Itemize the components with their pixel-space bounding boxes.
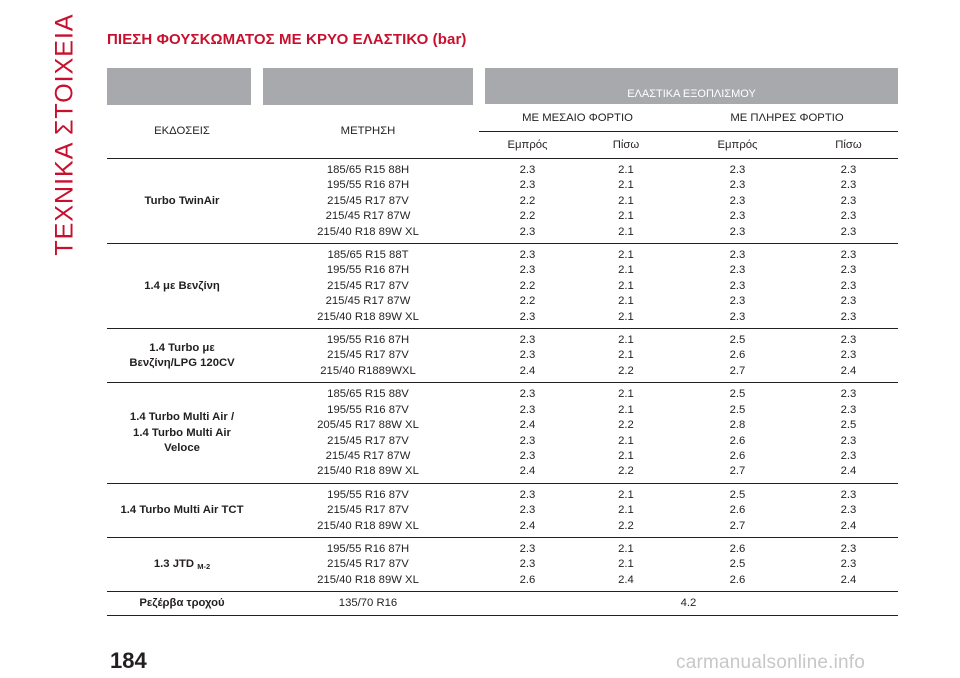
tyre-sizes: 195/55 R16 87H 215/45 R17 87V 215/40 R18 89W XL [317, 542, 419, 586]
version-label: 1.4 Turbo Multi Air TCT [120, 504, 244, 517]
header-band-versions [107, 68, 257, 105]
page-number: 184 [110, 648, 147, 673]
watermark-text: carmanualsonline.info [676, 652, 866, 673]
table-row-spare [107, 592, 898, 616]
tyre-pressure-table [107, 68, 898, 616]
medium-rear-pressure: 2.1 2.1 2.2 [618, 488, 634, 532]
header-medium-rear: Πίσω [576, 132, 676, 159]
medium-rear-pressure: 2.1 2.1 2.4 [618, 542, 634, 586]
header-medium-load: ΜΕ ΜΕΣΑΙΟ ΦΟΡΤΙΟ [522, 112, 633, 124]
table-row [107, 383, 898, 483]
tyre-sizes: 195/55 R16 87H 215/45 R17 87V 215/40 R1889WXL [320, 334, 416, 377]
full-front-pressure: 2.5 2.6 2.7 [729, 334, 746, 377]
medium-rear-pressure: 2.1 2.1 2.1 2.1 2.1 [618, 249, 634, 323]
tyre-pressure-table-wrapper [107, 68, 898, 616]
table-row [107, 537, 898, 591]
tyre-sizes: 185/65 R15 88H 195/55 R16 87H 215/45 R17 87V 215/45 R17 87W 215/40 R18 89W XL [317, 164, 419, 238]
full-front-pressure: 2.5 2.5 2.8 2.6 2.6 2.7 [729, 388, 746, 478]
table-row [107, 244, 898, 329]
spare-wheel-tyre: 135/70 R16 [338, 597, 398, 610]
spare-wheel-pressure: 4.2 [680, 597, 697, 610]
header-band-measurement [257, 68, 479, 105]
header-versions: ΕΚΔΟΣΕΙΣ [107, 105, 257, 159]
version-label: 1.3 JTD [153, 558, 195, 571]
page-title: ΠΙΕΣΗ ΦΟΥΣΚΩΜΑΤΟΣ ΜΕ ΚΡΥΟ ΕΛΑΣΤΙΚΟ (bar) [107, 31, 467, 48]
version-label: 1.4 Turbo Multi Air / 1.4 Turbo Multi Air Veloce [129, 411, 235, 455]
tyre-sizes: 195/55 R16 87V 215/45 R17 87V 215/40 R18 89W XL [317, 488, 419, 532]
medium-rear-pressure: 2.1 2.1 2.2 2.1 2.1 2.2 [618, 388, 634, 478]
version-name [107, 383, 257, 483]
medium-rear-pressure: 2.1 2.1 2.2 [618, 334, 634, 377]
table-row [107, 159, 898, 244]
full-rear-pressure: 2.3 2.3 2.3 2.3 2.3 [840, 164, 857, 238]
header-group-equipment-tyres: ΕΛΑΣΤΙΚΑ ΕΞΟΠΛΙΣΜΟΥ [479, 68, 898, 105]
header-band [107, 68, 898, 105]
full-rear-pressure: 2.3 2.3 2.4 [840, 334, 857, 377]
full-front-pressure: 2.5 2.6 2.7 [729, 488, 746, 532]
medium-front-pressure: 2.3 2.3 2.4 2.3 2.3 2.4 [519, 388, 536, 478]
header-full-front: Εμπρός [676, 132, 799, 159]
version-name [107, 329, 257, 383]
medium-front-pressure: 2.3 2.3 2.6 [519, 542, 536, 586]
table-row [107, 483, 898, 537]
full-rear-pressure: 2.3 2.3 2.3 2.3 2.3 [840, 249, 857, 323]
version-label: 1.4 με Βενζίνη [144, 279, 220, 292]
header-full-rear: Πίσω [799, 132, 898, 159]
version-name [107, 244, 257, 329]
header-measurement: ΜΕΤΡΗΣΗ [257, 105, 479, 159]
table-row [107, 329, 898, 383]
full-front-pressure: 2.6 2.5 2.6 [729, 542, 746, 586]
header-medium-front: Εμπρός [479, 132, 576, 159]
full-front-pressure: 2.3 2.3 2.3 2.3 2.3 [729, 249, 746, 323]
section-side-title: ΤΕΧΝΙΚΑ ΣΤΟΙΧΕΙΑ [50, 12, 79, 256]
full-front-pressure: 2.3 2.3 2.3 2.3 2.3 [729, 164, 746, 238]
version-label: 1.4 Turbo με Βενζίνη/LPG 120CV [129, 341, 235, 370]
medium-front-pressure: 2.3 2.3 2.2 2.2 2.3 [519, 249, 536, 323]
header-row-main [107, 105, 898, 132]
medium-front-pressure: 2.3 2.3 2.4 [519, 488, 536, 532]
medium-front-pressure: 2.3 2.3 2.2 2.2 2.3 [519, 164, 536, 238]
version-label: Turbo TwinAir [144, 194, 220, 207]
full-rear-pressure: 2.3 2.3 2.4 [840, 542, 857, 586]
version-name [107, 537, 257, 591]
tyre-sizes: 185/65 R15 88V 195/55 R16 87V 205/45 R17 88W XL 215/45 R17 87V 215/45 R17 87W 215/40 R18 89W XL [317, 388, 419, 478]
medium-front-pressure: 2.3 2.3 2.4 [519, 334, 536, 377]
version-name [107, 483, 257, 537]
version-subscript: M-2 [197, 562, 211, 572]
version-name [107, 159, 257, 244]
spare-wheel-label: Ρεζέρβα τροχού [139, 597, 225, 610]
medium-rear-pressure: 2.1 2.1 2.1 2.1 2.1 [618, 164, 634, 238]
tyre-sizes: 185/65 R15 88T 195/55 R16 87H 215/45 R17 87V 215/45 R17 87W 215/40 R18 89W XL [317, 249, 419, 323]
header-full-load: ΜΕ ΠΛΗΡΕΣ ΦΟΡΤΙΟ [730, 112, 844, 124]
full-rear-pressure: 2.3 2.3 2.5 2.3 2.3 2.4 [840, 388, 857, 478]
full-rear-pressure: 2.3 2.3 2.4 [840, 488, 857, 532]
